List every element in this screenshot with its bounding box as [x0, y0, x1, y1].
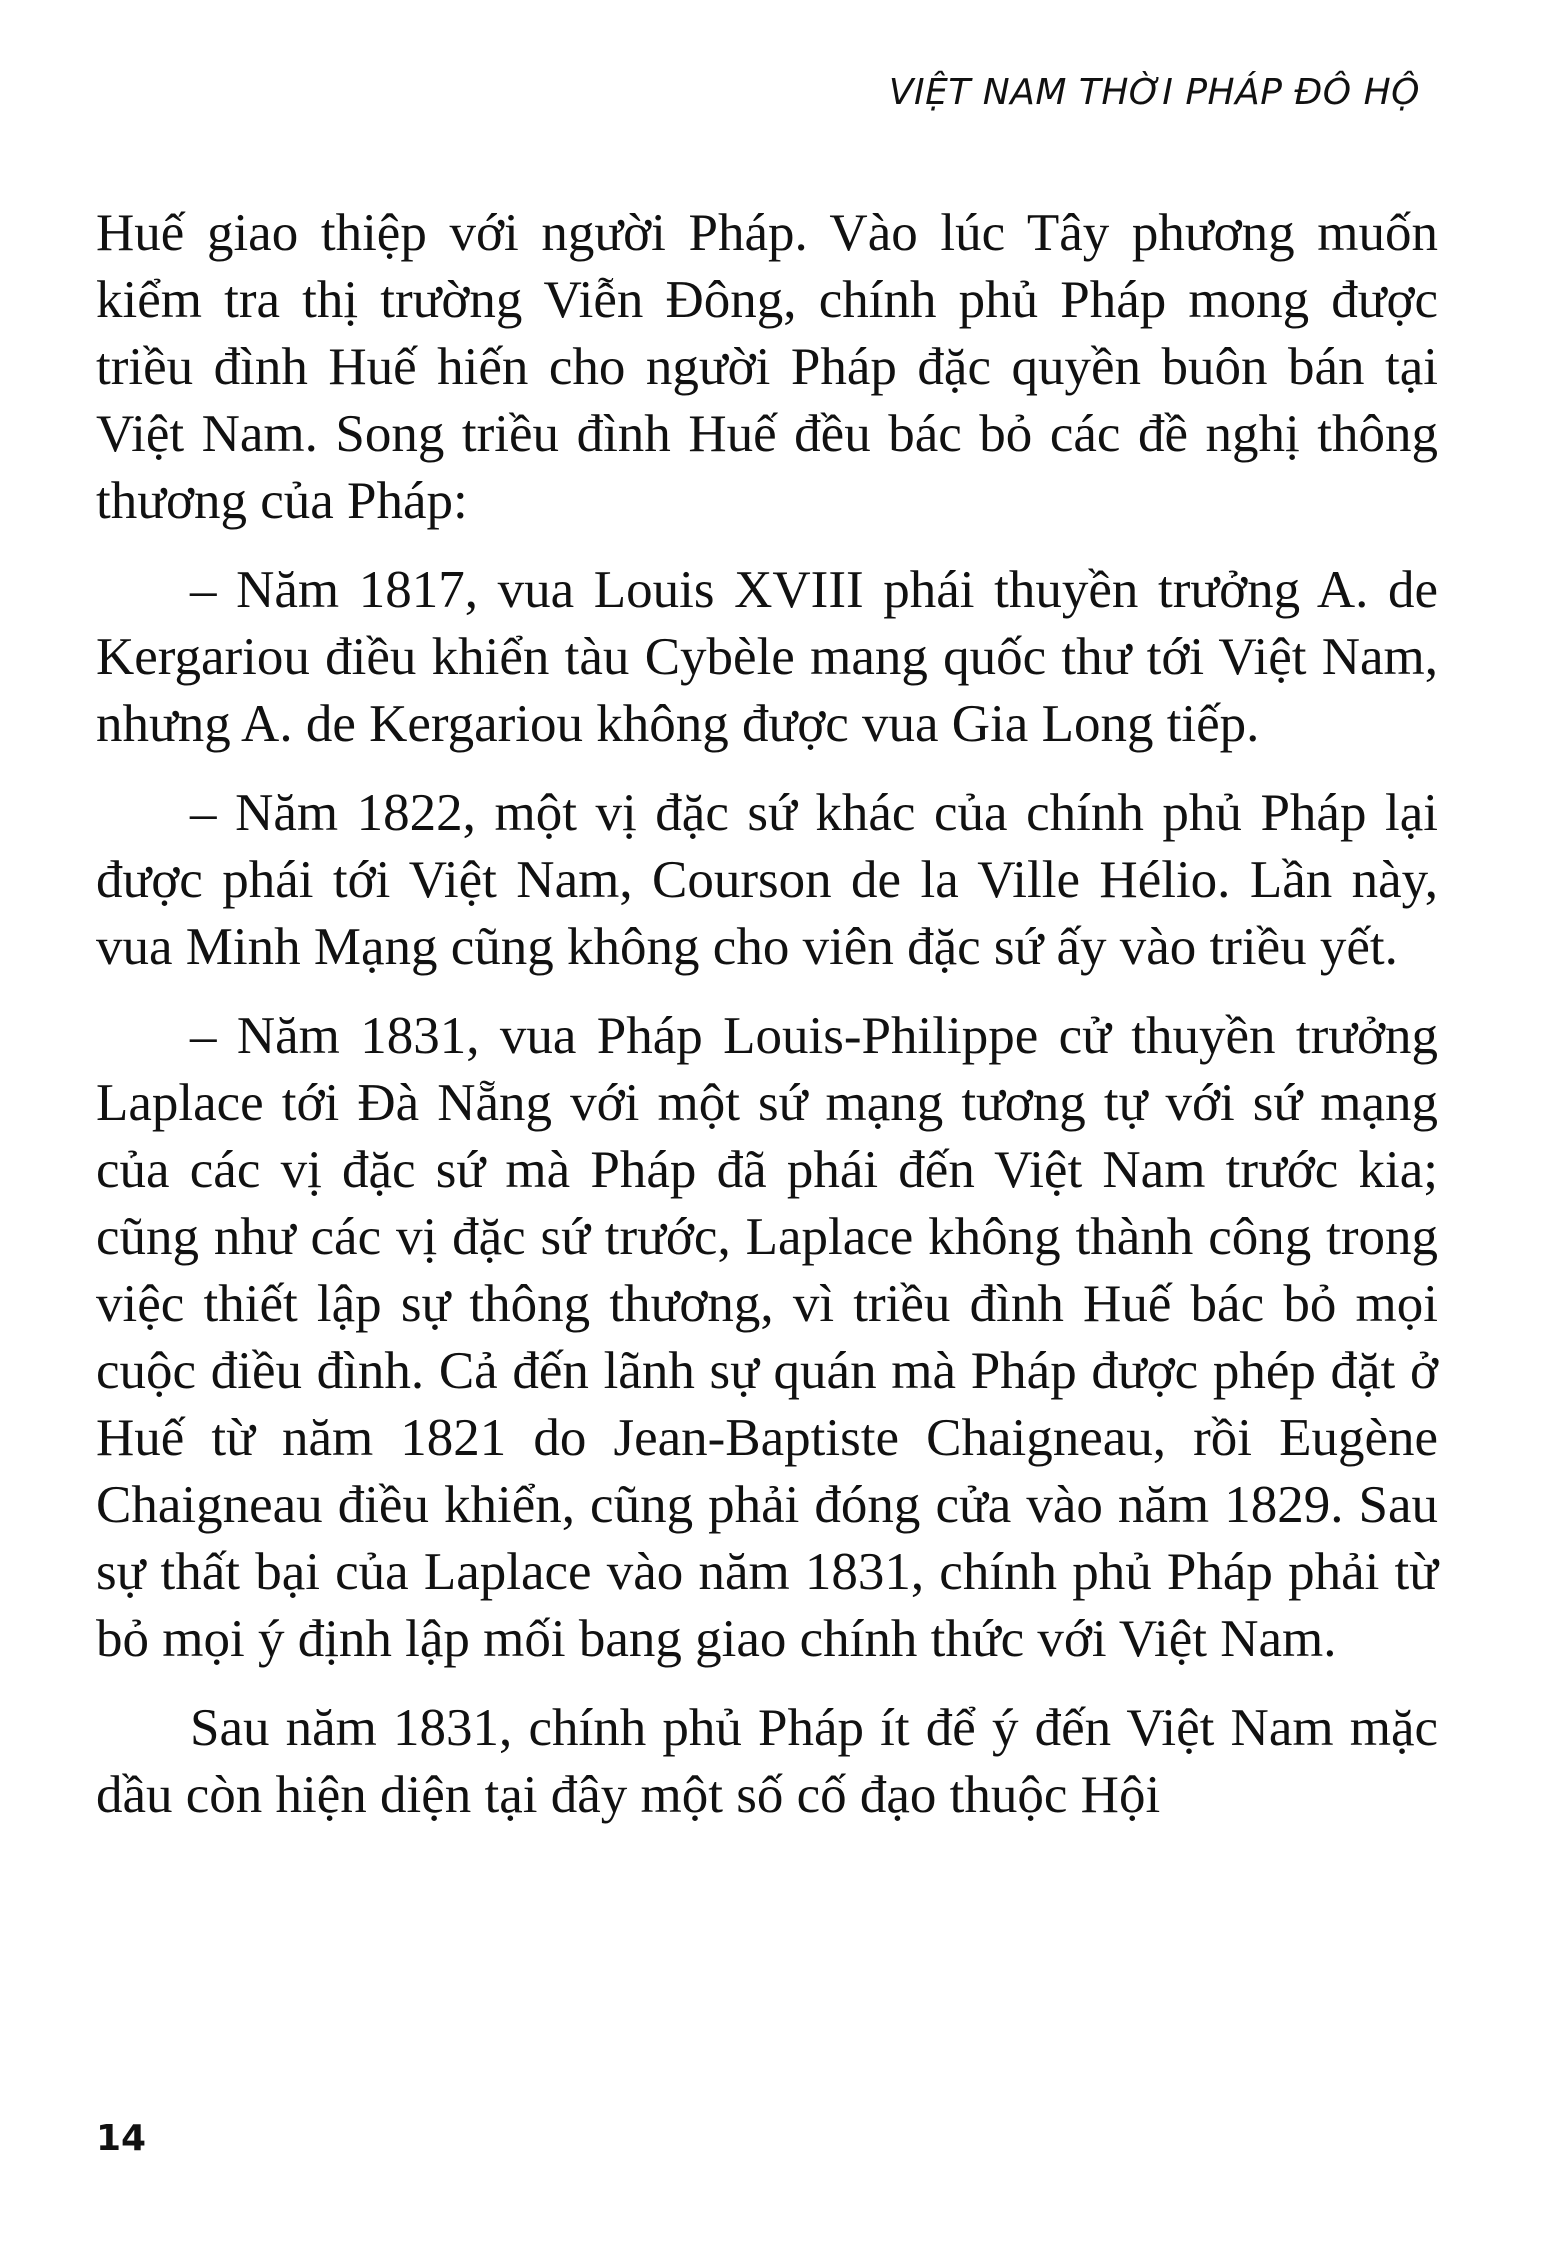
- paragraph-1817: – Năm 1817, vua Louis XVIII phái thuyền trưởng A. de Kergariou điều khiển tàu Cybèle mang quốc thư tới Việt Nam, nhưng A. de Kergariou không được vua Gia Long tiếp.: [96, 561, 1438, 753]
- paragraph-after-1831: Sau năm 1831, chính phủ Pháp ít để ý đến Việt Nam mặc dầu còn hiện diện tại đây một số cố đạo thuộc Hội: [96, 1699, 1438, 1824]
- body-text: [96, 200, 1438, 1851]
- running-header-title: VIỆT NAM THỜI PHÁP ĐÔ HỘ: [888, 72, 1420, 113]
- paragraph-1831: – Năm 1831, vua Pháp Louis-Philippe cử thuyền trưởng Laplace tới Đà Nẵng với một sứ mạng tương tự với sứ mạng của các vị đặc sứ mà Pháp đã phái đến Việt Nam trước kia; cũng như các vị đặc sứ trước, Laplace không thành công trong việc thiết lập sự thông thương, vì triều đình Huế bác bỏ mọi cuộc điều đình. Cả đến lãnh sự quán mà Pháp được phép đặt ở Huế từ năm 1821 do Jean-Baptiste Chaigneau, rồi Eugène Chaigneau điều khiển, cũng phải đóng cửa vào năm 1829. Sau sự thất bại của Laplace vào năm 1831, chính phủ Pháp phải từ bỏ mọi ý định lập mối bang giao chính thức với Việt Nam.: [96, 1007, 1438, 1668]
- page-number: 14: [96, 2118, 147, 2159]
- paragraph-continuation: Huế giao thiệp với người Pháp. Vào lúc Tây phương muốn kiểm tra thị trường Viễn Đông, chính phủ Pháp mong được triều đình Huế hiến cho người Pháp đặc quyền buôn bán tại Việt Nam. Song triều đình Huế đều bác bỏ các đề nghị thông thương của Pháp:: [96, 204, 1438, 530]
- paragraph-1822: – Năm 1822, một vị đặc sứ khác của chính phủ Pháp lại được phái tới Việt Nam, Courson de la Ville Hélio. Lần này, vua Minh Mạng cũng không cho viên đặc sứ ấy vào triều yết.: [96, 784, 1438, 976]
